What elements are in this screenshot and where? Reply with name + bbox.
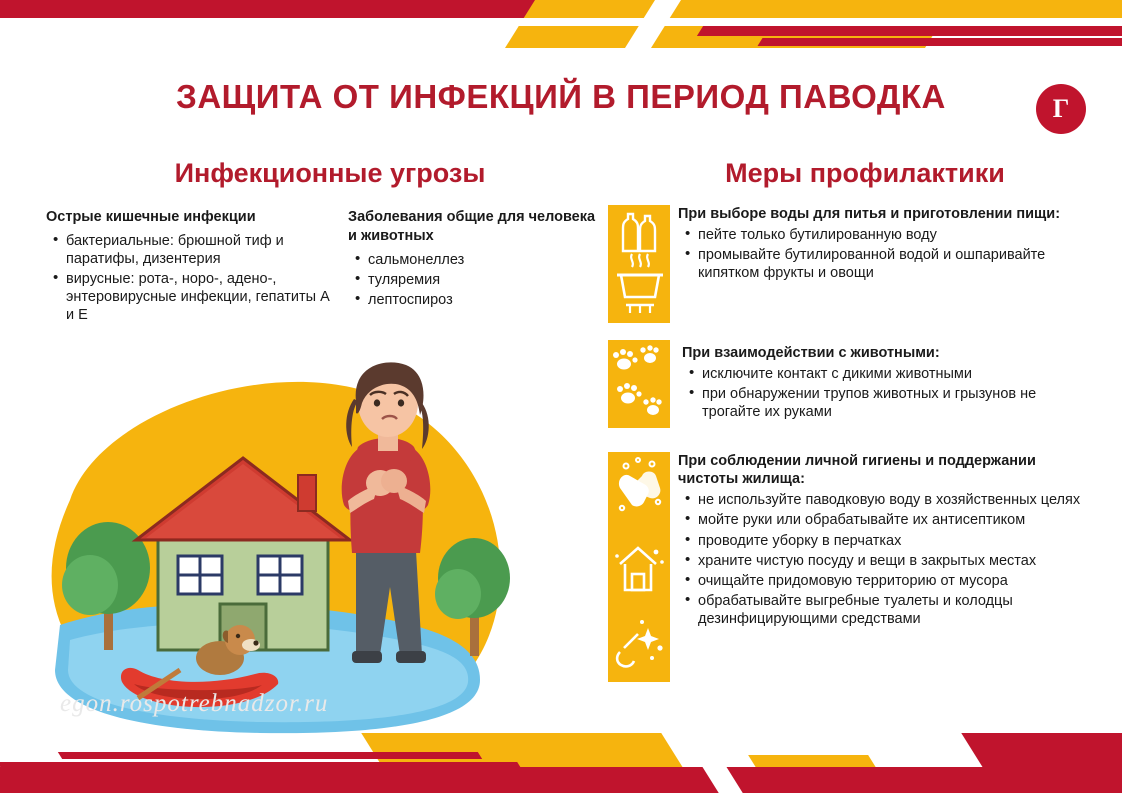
woman-figure-illustration [300,355,480,705]
threat-block-acute-intestinal [46,208,336,326]
threat-list [46,232,336,325]
list-item: • при обнаружении трупов животных и грызунов не трогайте их руками [702,385,1098,421]
list-item: • лептоспироз [368,291,598,309]
list-item: • очищайте придомовую территорию от мусора [698,572,1098,590]
bottom-red-stripe-1 [0,762,523,771]
page-title: ЗАЩИТА ОТ ИНФЕКЦИЙ В ПЕРИОД ПАВОДКА [176,78,946,115]
measure-list [678,491,1098,628]
measure-list [678,226,1098,282]
list-item: • бактериальные: брюшной тиф и паратифы, дизентерия [66,232,336,268]
top-white-gap [0,18,1122,26]
logo-letter: Г [1052,94,1070,123]
list-item: • исключите контакт с дикими животными [702,365,1098,383]
right-column-heading: Меры профилактики [725,158,1005,188]
list-item: • проводите уборку в перчатках [698,532,1098,550]
rospotrebnadzor-logo-icon [1036,84,1086,134]
measure-block-hygiene [608,452,1098,630]
list-item: • обрабатывайте выгребные туалеты и колодцы дезинфицирующими средствами [698,592,1098,628]
threat-block-zoonotic [348,208,598,311]
measure-title: При выборе воды для питья и приготовлении пищи: [678,206,1061,222]
threat-list [348,251,598,309]
list-item: • не используйте паводковую воду в хозяйственных целях [698,491,1098,509]
measure-text [678,452,1098,628]
measure-text [682,344,1098,422]
hand-washing-house-cleaning-icon [608,452,670,682]
bottom-red-stripe-2 [58,752,482,759]
list-item: • вирусные: рота-, норо-, адено-, энтеровирусные инфекции, гепатиты А и Е [66,270,336,324]
threat-block-title: Острые кишечные инфекции [46,209,256,225]
watermark: egon.rospotrebnadzor.ru [60,690,329,717]
animal-paws-icon [608,340,670,428]
measure-title: При соблюдении личной гигиены и поддержании чистоты жилища: [678,453,1036,488]
measure-block-water [608,205,1098,285]
measure-title: При взаимодействии с животными: [682,345,940,361]
measure-list [682,365,1098,421]
measure-block-animals [608,340,1098,424]
bottom-decorative-border [0,733,1122,793]
top-red-stripe-2 [758,38,1122,46]
top-yellow-shape-2 [874,0,1122,20]
threat-block-title: Заболевания общие для человека и животных [348,209,596,244]
top-red-stripe-1 [697,26,1122,36]
top-decorative-border [0,0,1122,48]
list-item: • пейте только бутилированную воду [698,226,1098,244]
list-item: • промывайте бутилированной водой и ошпаривайте кипятком фрукты и овощи [698,246,1098,282]
list-item: • туляремия [368,271,598,289]
measure-text [678,205,1098,283]
list-item: • сальмонеллез [368,251,598,269]
list-item: • мойте руки или обрабатывайте их антисептиком [698,511,1098,529]
bottles-and-boiling-pot-icon [608,205,670,323]
list-item: • храните чистую посуду и вещи в закрытых местах [698,552,1098,570]
left-column-heading: Инфекционные угрозы [174,158,486,188]
